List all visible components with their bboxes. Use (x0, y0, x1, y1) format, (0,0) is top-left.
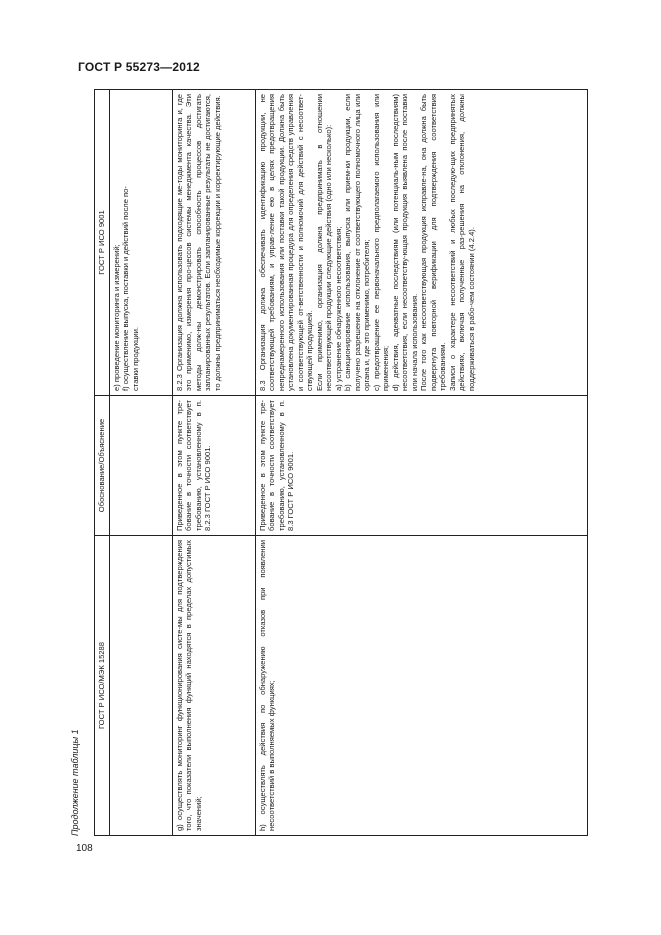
table-row (173, 90, 256, 836)
column-header-gost-15288: ГОСТ Р ИСО/МЭК 15288 (95, 536, 110, 836)
paragraph: е) проведение мониторинга и измерений; (112, 244, 121, 391)
column-header-gost-9001: ГОСТ Р ИСО 9001 (95, 90, 110, 396)
paragraph: ставки продукции. (130, 326, 140, 391)
cell-gost-15288 (110, 536, 173, 836)
cell-gost-9001 (110, 90, 173, 396)
table-caption: Продолжение таблицы 1 (70, 729, 80, 836)
paragraph: b) санкционирование использования, выпуска или прием-ки продукции, если получено разрешение на отклонение от соответствующего полномочного лица или органа и, где это применимо, потребителя; (343, 94, 372, 391)
paragraph: a) устранение обнаруженного несоответствия; (333, 226, 343, 391)
cell-gost-9001 (256, 90, 588, 396)
column-header-justification: Обоснование/Объяснение (95, 396, 110, 536)
paragraph: После того как несоответствующая продукция исправле-на, она должна быть подвергнута повторной верификации для подтверждения соответствия требованиям. (419, 94, 448, 391)
table-row (256, 90, 588, 836)
rotated-table-area (70, 86, 610, 836)
cell-gost-9001 (173, 90, 256, 396)
cell-justification: Приведенное в этом пункте тре-бование в точности соответствует требованию, установленному в п. 8.3 ГОСТ Р ИСО 9001. (256, 396, 588, 536)
cell-justification: Приведенное в этом пункте тре-бование в точности соответствует требованию, установленному в п. 8.2.3 ГОСТ Р ИСО 9001. (173, 396, 256, 536)
cell-justification (110, 396, 173, 536)
paragraph: c) предотвращение ее первоначального предполагаемого использования или применения; (371, 94, 391, 391)
document-header: ГОСТ Р 55273—2012 (78, 60, 200, 74)
table-row (110, 90, 173, 836)
paragraph: 8.2.3 Организация должна использовать подходящие ме-тоды мониторинга и, где это применимо, измерения про-цессов системы менеджмента качества. Эти методы долж-ны демонстрировать способность процессов достигать запланированных результатов. Если запланированные результаты не достигаются, то должны предприниматься необходимые коррекции и корректирующие действия. (175, 94, 222, 391)
page-number: 108 (76, 843, 93, 854)
paragraph: d) действия, адекватные последствиям (или потенциаль-ным последствиям) несоответствия, если несоответству-ющая продукция выявлена после поставки или начала использования. (390, 94, 419, 391)
comparison-table (94, 89, 588, 836)
paragraph: Записи о характере несоответствий и любых последую-щих предпринятых действиях, включая полученные раз-решения на отклонения, должны поддерживаться в рабо-чем состоянии (4.2.4). (447, 94, 476, 391)
paragraph: 8.3 Организация должна обеспечивать идентификацию продукции, не соответствующей требованиям, и управ-ление ею в целях предотвращения непреднамеренного использования или поставки такой продукции. Должна быть установлена документированная процедура для определения средств управления и соответствующей от-ветственности и полномочий для действий с несоответ-ствующей продукцией. (258, 94, 315, 391)
cell-gost-15288: h) осуществлять действия по обнаружению отказов при появлении несоответствий в выполняемых функциях; (256, 536, 588, 836)
table-header-row (95, 90, 110, 836)
paragraph: f) осуществление выпуска, поставки и действий после по- (121, 186, 131, 391)
paragraph: Если применимо, организация должна предпринимать в отношении несоответствующей продукции следующие действия (одно или несколько): (314, 94, 334, 391)
cell-gost-15288: g) осуществлять мониторинг функционирования систе-мы для подтверждения того, что показатели выполнения функций находятся в пределах допустимых значений; (173, 536, 256, 836)
